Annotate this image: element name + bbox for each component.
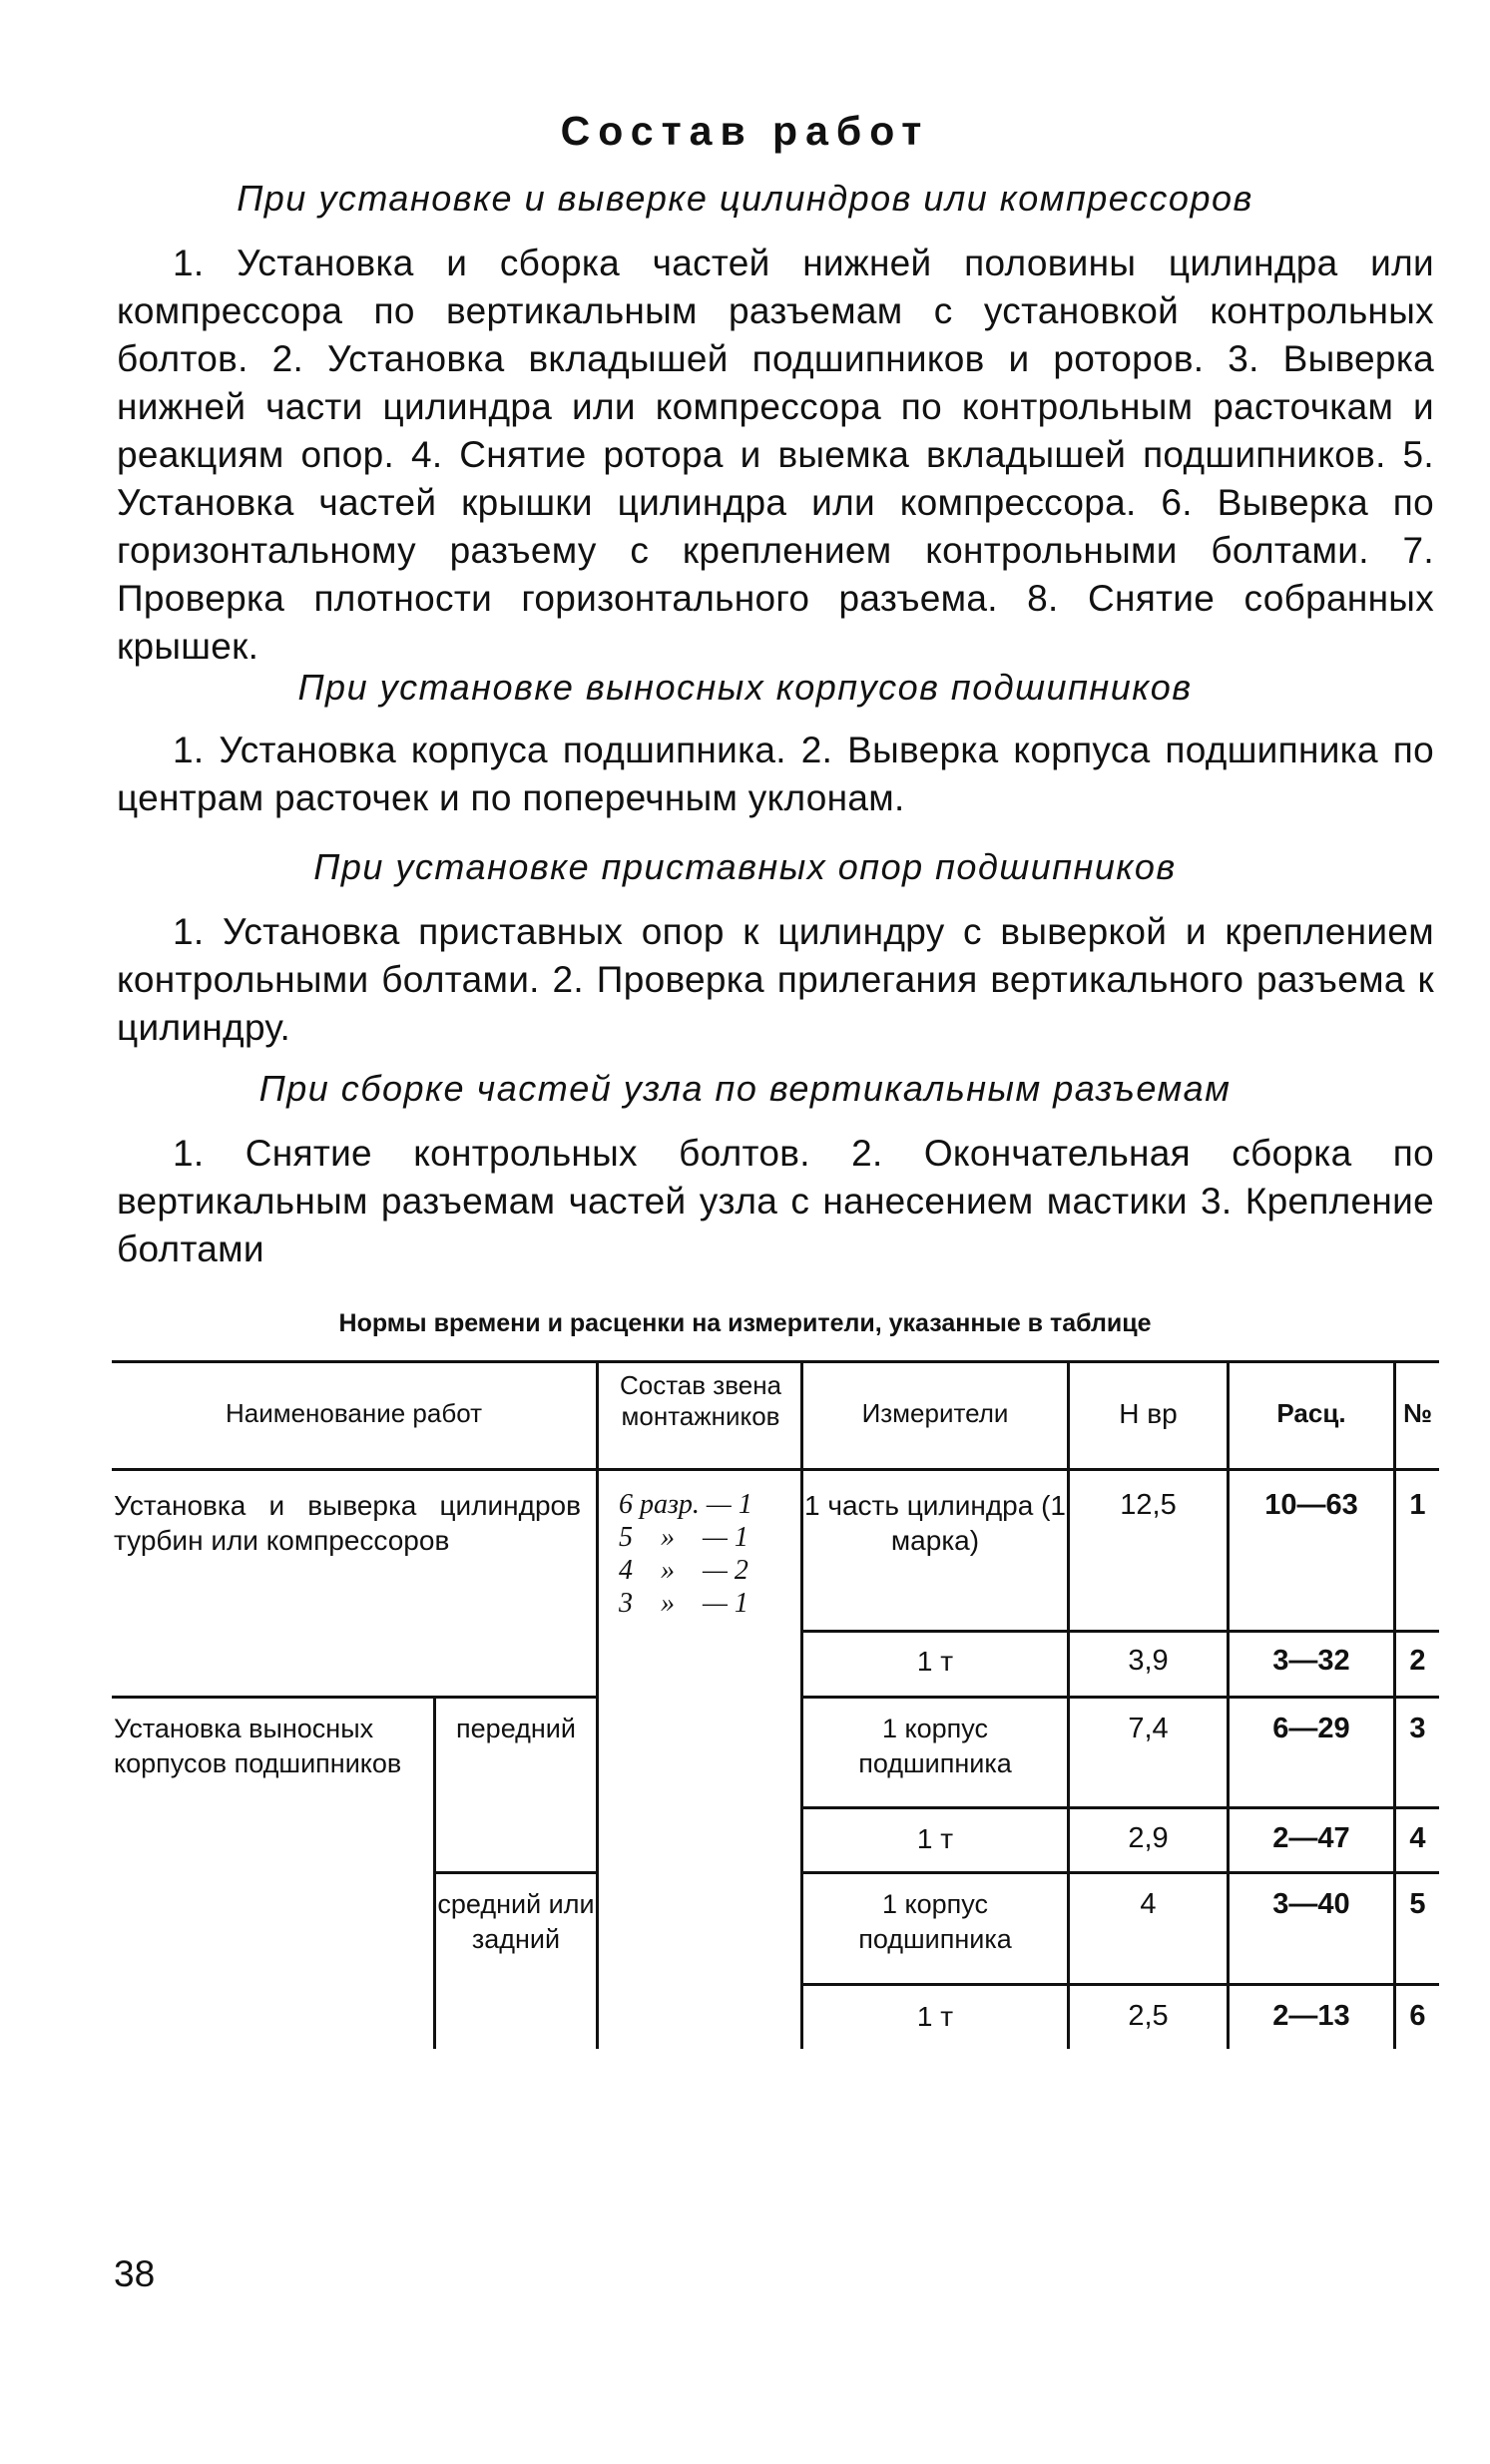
header-name: Наименование работ xyxy=(225,1398,483,1428)
crew-line: 6 разр. — 1 xyxy=(619,1489,752,1520)
section-3-text: 1. Установка приставных опор к цилиндру с выверкой и креплением контрольными болтами. 2. Проверка прилегания вертикального разъема к цилиндру. xyxy=(117,911,1434,1048)
section-2-text: 1. Установка корпуса подшипника. 2. Выверка корпуса подшипника по центрам расточек и по поперечным уклонам. xyxy=(117,730,1434,818)
row1-unit: 1 часть цилиндра (1 марка) xyxy=(804,1490,1066,1556)
table-caption: Нормы времени и расценки на измерители, указанные в таблице xyxy=(338,1309,1152,1337)
row6-nvr: 2,5 xyxy=(1128,2000,1169,2032)
row2-rate: 3—32 xyxy=(1272,1645,1350,1677)
header-unit: Измерители xyxy=(861,1398,1009,1428)
row6-no: 6 xyxy=(1409,2000,1426,2032)
row-rule xyxy=(800,1871,1439,1874)
row2-nvr: 3,9 xyxy=(1128,1645,1169,1677)
header-rate: Расц. xyxy=(1276,1398,1346,1428)
row1-nvr: 12,5 xyxy=(1120,1489,1177,1521)
table-header-rule xyxy=(112,1468,1439,1471)
work-name-bearing-housings: Установка выносных корпусов подшипников xyxy=(114,1714,402,1778)
row3-rate: 6—29 xyxy=(1272,1713,1350,1744)
section-2-subheading: При установке выносных корпусов подшипников xyxy=(297,667,1193,708)
row5-unit: 1 корпус подшипника xyxy=(858,1889,1012,1954)
crew-line: 4 » — 2 xyxy=(619,1555,748,1586)
row5-no: 5 xyxy=(1409,1888,1426,1920)
row1-no: 1 xyxy=(1409,1489,1426,1521)
section-1-subheading: При установке и выверке цилиндров или компрессоров xyxy=(237,178,1253,219)
col-rule xyxy=(1393,1360,1396,2049)
work-name-cylinders: Установка и выверка цилиндров турбин или компрессоров xyxy=(114,1490,581,1556)
norms-table xyxy=(112,1360,1439,2059)
col-rule xyxy=(1067,1360,1070,2049)
page-heading: Состав работ xyxy=(560,108,930,154)
crew-line: 5 » — 1 xyxy=(619,1522,748,1553)
row4-no: 4 xyxy=(1409,1822,1426,1854)
row4-unit: 1 т xyxy=(916,1823,954,1854)
row4-nvr: 2,9 xyxy=(1128,1822,1169,1854)
row3-unit: 1 корпус подшипника xyxy=(858,1714,1012,1778)
section-4-text: 1. Снятие контрольных болтов. 2. Окончательная сборка по вертикальным разъемам частей узла с нанесением мастики 3. Крепление болтами xyxy=(117,1133,1434,1269)
row-rule xyxy=(800,1696,1439,1699)
crew-line: 3 » — 1 xyxy=(619,1588,748,1619)
row3-no: 3 xyxy=(1409,1713,1426,1744)
col-rule xyxy=(433,1696,436,2049)
section-4-subheading: При сборке частей узла по вертикальным разъемам xyxy=(258,1068,1232,1109)
table-top-rule xyxy=(112,1360,1439,1363)
row6-unit: 1 т xyxy=(916,2001,954,2032)
row1-rate: 10—63 xyxy=(1264,1489,1358,1521)
row4-rate: 2—47 xyxy=(1272,1822,1350,1854)
row6-rate: 2—13 xyxy=(1272,2000,1350,2032)
col-rule xyxy=(596,1360,599,2049)
row-rule xyxy=(433,1871,596,1874)
row5-nvr: 4 xyxy=(1140,1888,1157,1920)
work-subname-front: передний xyxy=(456,1714,576,1743)
row-rule xyxy=(800,1983,1439,1986)
row-rule xyxy=(800,1806,1439,1809)
work-subname-middle-rear: средний или задний xyxy=(437,1889,595,1954)
row3-nvr: 7,4 xyxy=(1128,1713,1169,1744)
col-rule xyxy=(800,1360,803,2049)
row5-rate: 3—40 xyxy=(1272,1888,1350,1920)
section-1-text: 1. Установка и сборка частей нижней половины цилиндра или компрессора по вертикальным разъемам с установкой контрольных болтов. 2. Установка вкладышей подшипников и роторов. 3. Выверка нижней части цилиндра или компрессора по контрольным расточкам и реакциям опор. 4. Снятие ротора и выемка вкладышей подшипников. 5. Установка частей крышки цилиндра или компрессора. 6. Выверка по горизонтальному разъему с креплением контрольными болтами. 7. Проверка плотности горизонтального разъема. 8. Снятие собранных крышек. xyxy=(117,243,1434,667)
col-rule xyxy=(1227,1360,1230,2049)
header-nvr: Н вр xyxy=(1119,1398,1178,1429)
header-crew: Состав звена монтажников xyxy=(619,1370,782,1431)
page-number: 38 xyxy=(114,2253,156,2294)
row-rule xyxy=(112,1696,596,1699)
row-rule xyxy=(800,1630,1439,1633)
row2-no: 2 xyxy=(1409,1645,1426,1677)
row2-unit: 1 т xyxy=(916,1646,954,1677)
section-3-subheading: При установке приставных опор подшипников xyxy=(313,846,1177,887)
header-no: № xyxy=(1403,1398,1432,1428)
